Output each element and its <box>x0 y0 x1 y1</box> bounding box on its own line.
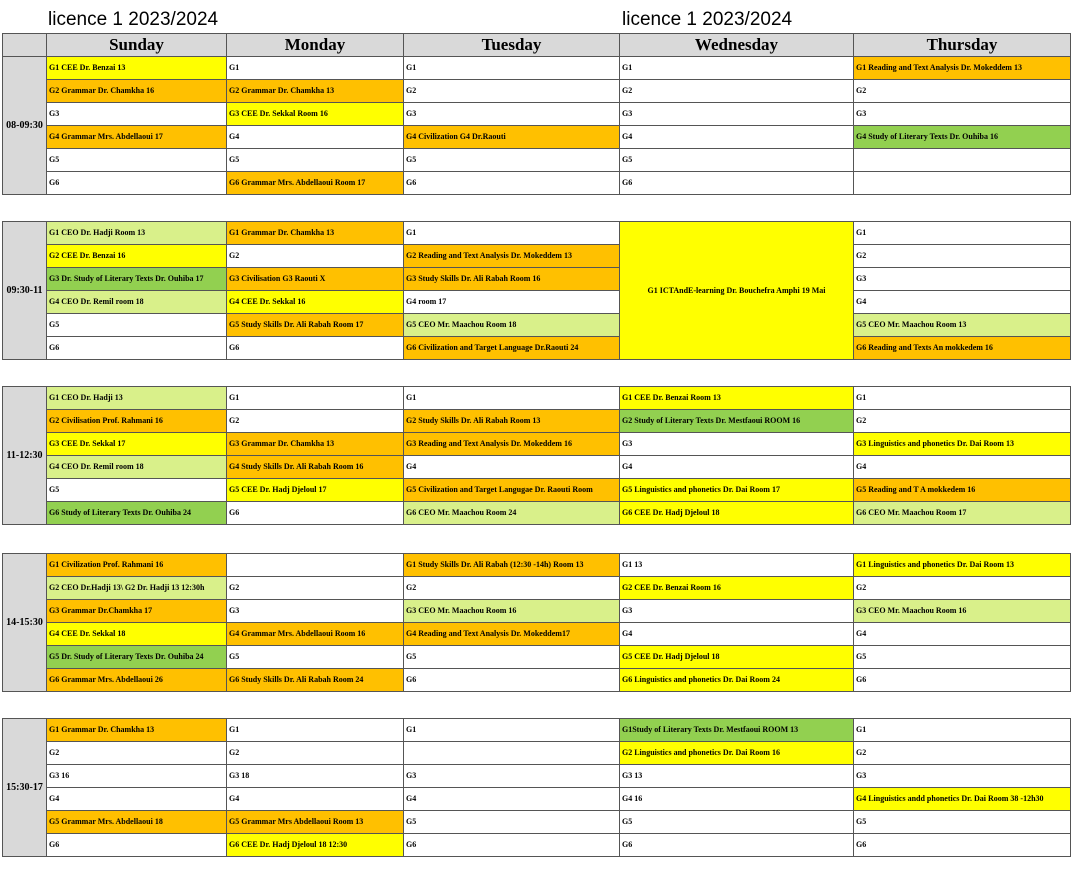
session-cell: G2 <box>47 742 227 765</box>
session-cell: G2 <box>620 80 854 103</box>
session-cell: G3 18 <box>227 765 404 788</box>
session-cell: G3 CEE Dr. Sekkal Room 16 <box>227 103 404 126</box>
session-cell: G1 Study Skills Dr. Ali Rabah (12:30 -14h) Room 13 <box>404 554 620 577</box>
session-cell: G5 <box>854 811 1071 834</box>
session-cell: G2 Civilisation Prof. Rahmani 16 <box>47 410 227 433</box>
session-cell: G1 CEO Dr. Hadji 13 <box>47 387 227 410</box>
session-cell: G6 Study Skills Dr. Ali Rabah Room 24 <box>227 669 404 692</box>
session-cell: G3 <box>620 103 854 126</box>
table-row <box>3 337 1071 360</box>
session-cell <box>854 172 1071 195</box>
session-cell: G2 <box>227 410 404 433</box>
session-cell: G2 CEE Dr. Benzai 16 <box>47 245 227 268</box>
table-row <box>3 222 1071 245</box>
session-cell: G2 <box>854 410 1071 433</box>
session-cell: G2 <box>227 245 404 268</box>
session-cell: G3 <box>404 765 620 788</box>
session-cell: G1 Grammar Dr. Chamkha 13 <box>47 719 227 742</box>
session-cell: G5 <box>227 646 404 669</box>
session-cell: G2 <box>404 80 620 103</box>
session-cell: G4 <box>404 456 620 479</box>
session-cell: G2 Study Skills Dr. Ali Rabah Room 13 <box>404 410 620 433</box>
session-cell: G3 CEO Mr. Maachou Room 16 <box>404 600 620 623</box>
session-cell: G2 <box>227 577 404 600</box>
table-row <box>3 103 1071 126</box>
session-cell: G4 <box>227 126 404 149</box>
table-row <box>3 577 1071 600</box>
session-cell: G3 CEE Dr. Sekkal 17 <box>47 433 227 456</box>
header-corner <box>3 34 47 57</box>
session-cell: G4 room 17 <box>404 291 620 314</box>
session-cell: G5 <box>620 149 854 172</box>
session-cell: G3 <box>854 268 1071 291</box>
session-cell: G4 CEE Dr. Sekkal 16 <box>227 291 404 314</box>
session-cell: G4 <box>404 788 620 811</box>
table-row <box>3 788 1071 811</box>
session-cell: G4 Grammar Mrs. Abdellaoui Room 16 <box>227 623 404 646</box>
session-cell: G4 CEO Dr. Remil room 18 <box>47 456 227 479</box>
time-block-table <box>2 718 1071 857</box>
session-cell: G4 <box>620 623 854 646</box>
time-block-table <box>2 386 1071 525</box>
session-cell: G2 <box>854 577 1071 600</box>
session-cell: G2 <box>854 80 1071 103</box>
session-cell: G1 <box>620 57 854 80</box>
session-cell: G2 Linguistics and phonetics Dr. Dai Room 16 <box>620 742 854 765</box>
table-row <box>3 646 1071 669</box>
session-cell: G2 CEO Dr.Hadji 13\ G2 Dr. Hadji 13 12:30h <box>47 577 227 600</box>
session-cell: G1 <box>854 719 1071 742</box>
session-cell: G2 Grammar Dr. Chamkha 13 <box>227 80 404 103</box>
session-cell: G1 Civilization Prof. Rahmani 16 <box>47 554 227 577</box>
day-header-row <box>3 34 1071 57</box>
session-cell: G3 Grammar Dr. Chamkha 13 <box>227 433 404 456</box>
session-cell: G1 CEE Dr. Benzai Room 13 <box>620 387 854 410</box>
session-cell: G5 <box>47 314 227 337</box>
session-cell: G5 Civilization and Target Langugae Dr. Raouti Room <box>404 479 620 502</box>
session-cell: G4 16 <box>620 788 854 811</box>
table-row <box>3 291 1071 314</box>
session-cell: G6 <box>47 172 227 195</box>
table-row <box>3 245 1071 268</box>
table-row <box>3 80 1071 103</box>
time-slot-label: 14-15:30 <box>3 554 47 692</box>
day-header: Thursday <box>854 34 1071 57</box>
table-row <box>3 623 1071 646</box>
session-cell: G6 <box>404 669 620 692</box>
session-cell: G6 CEO Mr. Maachou Room 24 <box>404 502 620 525</box>
session-cell: G4 <box>620 126 854 149</box>
session-cell: G1 13 <box>620 554 854 577</box>
session-cell: G3 Dr. Study of Literary Texts Dr. Ouhiba 17 <box>47 268 227 291</box>
session-cell: G5 Reading and T A mokkedem 16 <box>854 479 1071 502</box>
session-cell: G4 Study of Literary Texts Dr. Ouhiba 16 <box>854 126 1071 149</box>
session-cell: G2 <box>227 742 404 765</box>
session-cell: G4 <box>47 788 227 811</box>
session-cell: G5 Dr. Study of Literary Texts Dr. Ouhiba 24 <box>47 646 227 669</box>
page-title-left: licence 1 2023/2024 <box>48 9 219 30</box>
table-row <box>3 502 1071 525</box>
table-row <box>3 765 1071 788</box>
session-cell: G6 <box>404 172 620 195</box>
table-row <box>3 479 1071 502</box>
table-row <box>3 126 1071 149</box>
session-cell: G5 <box>227 149 404 172</box>
table-row <box>3 57 1071 80</box>
session-cell: G2 CEE Dr. Benzai Room 16 <box>620 577 854 600</box>
session-cell: G6 Grammar Mrs. Abdellaoui 26 <box>47 669 227 692</box>
session-cell: G3 <box>620 600 854 623</box>
session-cell: G5 <box>47 149 227 172</box>
session-cell: G3 Study Skills Dr. Ali Rabah Room 16 <box>404 268 620 291</box>
session-cell: G5 Linguistics and phonetics Dr. Dai Room 17 <box>620 479 854 502</box>
table-row <box>3 834 1071 857</box>
session-cell: G6 <box>854 669 1071 692</box>
session-cell: G4 Study Skills Dr. Ali Rabah Room 16 <box>227 456 404 479</box>
session-cell: G5 Study Skills Dr. Ali Rabah Room 17 <box>227 314 404 337</box>
table-row <box>3 410 1071 433</box>
session-cell: G1 Grammar Dr. Chamkha 13 <box>227 222 404 245</box>
session-cell: G1 Reading and Text Analysis Dr. Mokeddem 13 <box>854 57 1071 80</box>
session-cell: G2 Reading and Text Analysis Dr. Mokeddem 13 <box>404 245 620 268</box>
session-cell: G3 <box>854 103 1071 126</box>
table-row <box>3 811 1071 834</box>
session-cell: G2 Study of Literary Texts Dr. Mestfaoui ROOM 16 <box>620 410 854 433</box>
time-slot-label: 08-09:30 <box>3 57 47 195</box>
time-slot-label: 11-12:30 <box>3 387 47 525</box>
table-row <box>3 149 1071 172</box>
session-cell: G6 Reading and Texts An mokkedem 16 <box>854 337 1071 360</box>
session-cell: G1 <box>854 387 1071 410</box>
session-cell: G1 <box>227 57 404 80</box>
session-cell: G4 <box>854 456 1071 479</box>
session-cell: G2 <box>854 245 1071 268</box>
session-cell: G1 <box>404 57 620 80</box>
time-block-table <box>2 221 1071 360</box>
time-slot-label: 15:30-17 <box>3 719 47 857</box>
session-cell: G4 Reading and Text Analysis Dr. Mokeddem17 <box>404 623 620 646</box>
table-row <box>3 433 1071 456</box>
session-cell: G4 CEO Dr. Remil room 18 <box>47 291 227 314</box>
session-cell: G6 <box>47 337 227 360</box>
session-cell: G4 Civilization G4 Dr.Raouti <box>404 126 620 149</box>
session-cell: G3 <box>227 600 404 623</box>
session-cell: G6 <box>620 834 854 857</box>
session-cell: G4 Grammar Mrs. Abdellaoui 17 <box>47 126 227 149</box>
table-row <box>3 456 1071 479</box>
session-cell: G6 <box>47 834 227 857</box>
session-cell: G4 <box>620 456 854 479</box>
session-cell <box>227 554 404 577</box>
session-cell: G6 CEE Dr. Hadj Djeloul 18 12:30 <box>227 834 404 857</box>
session-cell: G1Study of Literary Texts Dr. Mestfaoui ROOM 13 <box>620 719 854 742</box>
session-cell: G4 <box>227 788 404 811</box>
table-row <box>3 554 1071 577</box>
table-row <box>3 600 1071 623</box>
day-header: Monday <box>227 34 404 57</box>
session-cell <box>404 742 620 765</box>
session-cell: G5 <box>404 811 620 834</box>
session-cell: G1 <box>854 222 1071 245</box>
time-block-table <box>2 33 1071 195</box>
session-cell: G3 <box>404 103 620 126</box>
session-cell: G5 CEE Dr. Hadj Djeloul 17 <box>227 479 404 502</box>
session-cell: G1 <box>227 387 404 410</box>
table-row <box>3 314 1071 337</box>
session-cell: G6 Civilization and Target Language Dr.Raouti 24 <box>404 337 620 360</box>
session-cell: G4 CEE Dr. Sekkal 18 <box>47 623 227 646</box>
session-cell: G5 Grammar Mrs. Abdellaoui 18 <box>47 811 227 834</box>
day-header: Sunday <box>47 34 227 57</box>
time-block-table <box>2 553 1071 692</box>
session-cell: G5 <box>854 646 1071 669</box>
session-cell: G6 <box>620 172 854 195</box>
merged-session-cell: G1 ICTAndE-learning Dr. Bouchefra Amphi 19 Mai <box>620 222 854 360</box>
table-row <box>3 387 1071 410</box>
session-cell: G1 <box>404 222 620 245</box>
session-cell: G3 Grammar Dr.Chamkha 17 <box>47 600 227 623</box>
session-cell: G3 Civilisation G3 Raouti X <box>227 268 404 291</box>
session-cell: G5 CEO Mr. Maachou Room 18 <box>404 314 620 337</box>
session-cell: G6 CEE Dr. Hadj Djeloul 18 <box>620 502 854 525</box>
session-cell: G4 <box>854 623 1071 646</box>
session-cell: G3 16 <box>47 765 227 788</box>
session-cell: G2 Grammar Dr. Chamkha 16 <box>47 80 227 103</box>
session-cell: G1 CEO Dr. Hadji Room 13 <box>47 222 227 245</box>
session-cell: G4 Linguistics andd phonetics Dr. Dai Room 38 -12h30 <box>854 788 1071 811</box>
table-row <box>3 669 1071 692</box>
session-cell: G6 Grammar Mrs. Abdellaoui Room 17 <box>227 172 404 195</box>
session-cell: G1 CEE Dr. Benzai 13 <box>47 57 227 80</box>
time-slot-label: 09:30-11 <box>3 222 47 360</box>
session-cell: G2 <box>854 742 1071 765</box>
session-cell: G3 <box>854 765 1071 788</box>
session-cell: G4 <box>854 291 1071 314</box>
session-cell: G3 <box>620 433 854 456</box>
session-cell: G5 <box>620 811 854 834</box>
session-cell: G5 CEO Mr. Maachou Room 13 <box>854 314 1071 337</box>
session-cell: G1 <box>404 719 620 742</box>
table-row <box>3 172 1071 195</box>
session-cell: G6 <box>404 834 620 857</box>
session-cell: G1 <box>227 719 404 742</box>
table-row <box>3 268 1071 291</box>
table-row <box>3 742 1071 765</box>
session-cell: G5 <box>404 646 620 669</box>
day-header: Tuesday <box>404 34 620 57</box>
session-cell: G3 13 <box>620 765 854 788</box>
session-cell: G3 Linguistics and phonetics Dr. Dai Room 13 <box>854 433 1071 456</box>
session-cell: G6 <box>227 502 404 525</box>
session-cell: G3 Reading and Text Analysis Dr. Mokeddem 16 <box>404 433 620 456</box>
session-cell: G6 Study of Literary Texts Dr. Ouhiba 24 <box>47 502 227 525</box>
page-title-right: licence 1 2023/2024 <box>622 9 793 30</box>
session-cell <box>854 149 1071 172</box>
session-cell: G2 <box>404 577 620 600</box>
session-cell: G1 <box>404 387 620 410</box>
session-cell: G3 CEO Mr. Maachou Room 16 <box>854 600 1071 623</box>
session-cell: G5 <box>404 149 620 172</box>
session-cell: G1 Linguistics and phonetics Dr. Dai Room 13 <box>854 554 1071 577</box>
session-cell: G5 <box>47 479 227 502</box>
session-cell: G6 Linguistics and phonetics Dr. Dai Room 24 <box>620 669 854 692</box>
day-header: Wednesday <box>620 34 854 57</box>
table-row <box>3 719 1071 742</box>
session-cell: G5 CEE Dr. Hadj Djeloul 18 <box>620 646 854 669</box>
session-cell: G6 <box>854 834 1071 857</box>
session-cell: G5 Grammar Mrs Abdellaoui Room 13 <box>227 811 404 834</box>
session-cell: G3 <box>47 103 227 126</box>
session-cell: G6 CEO Mr. Maachou Room 17 <box>854 502 1071 525</box>
session-cell: G6 <box>227 337 404 360</box>
